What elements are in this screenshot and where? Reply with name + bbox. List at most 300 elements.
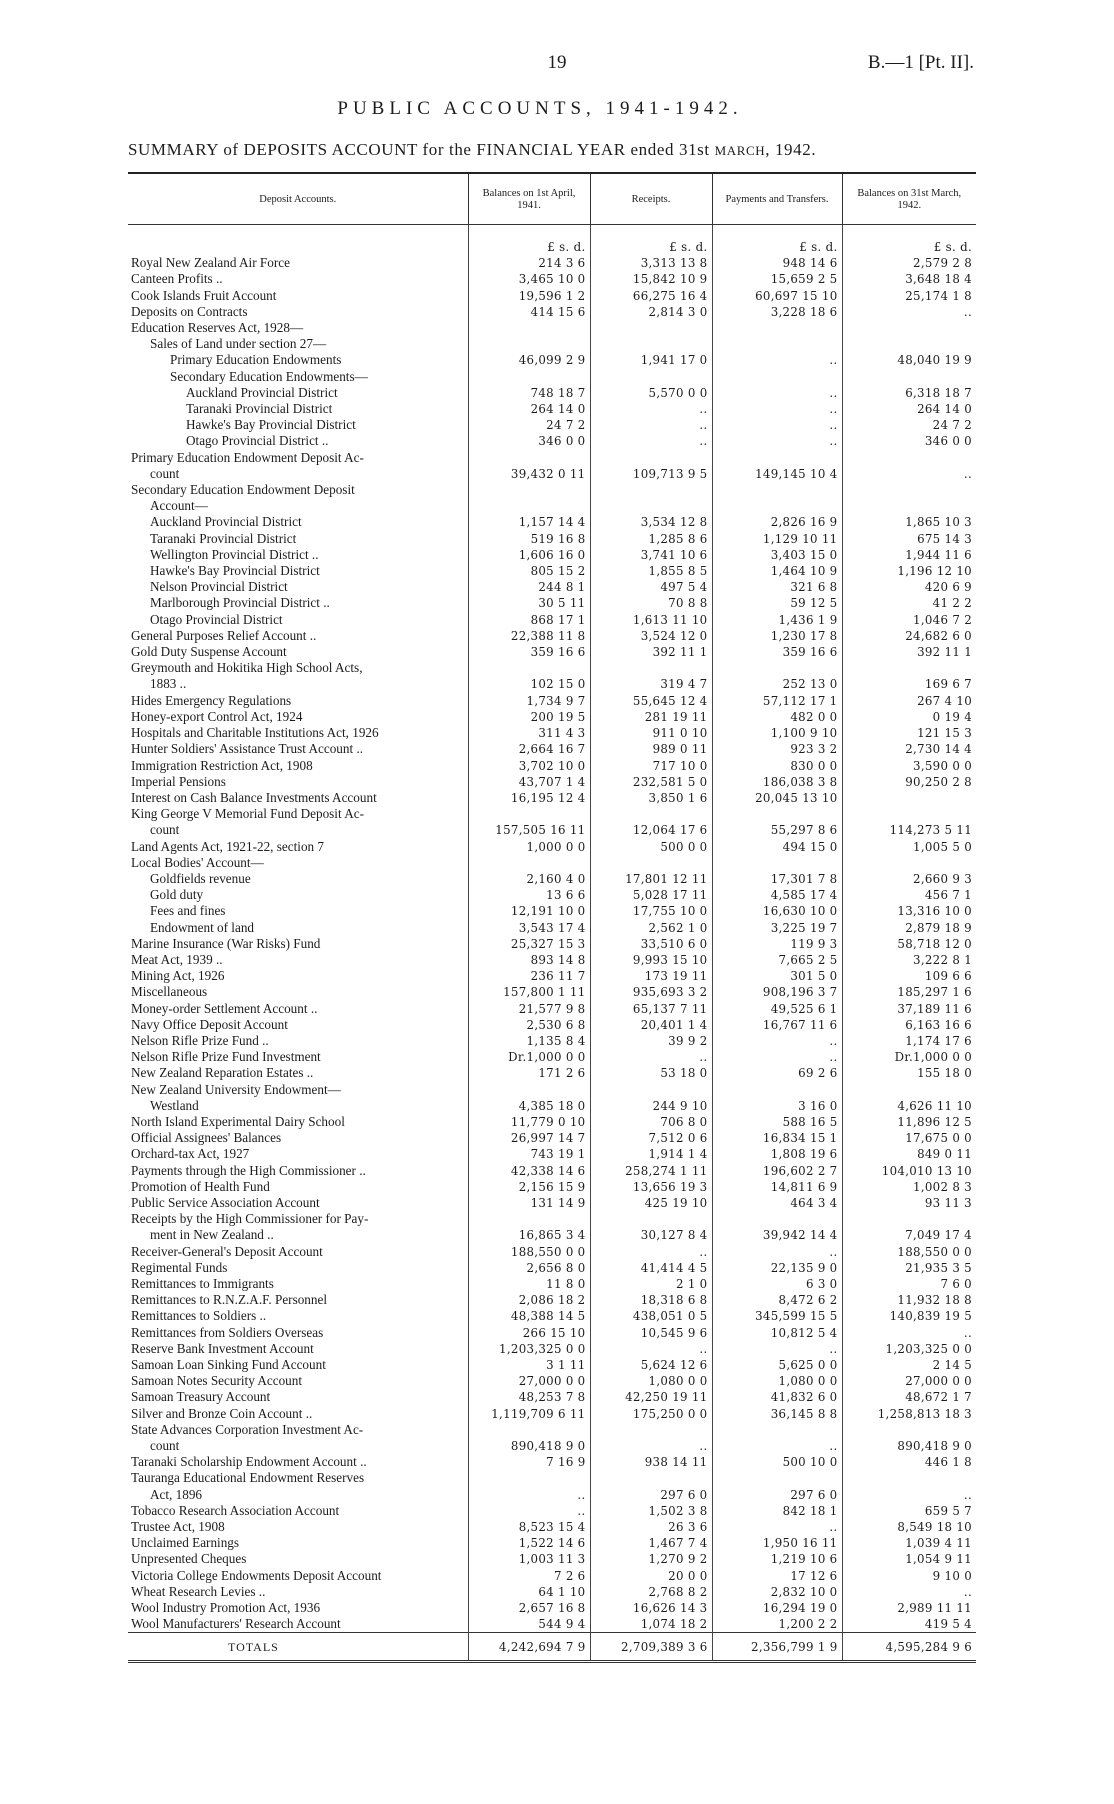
account-name: Wheat Research Levies ..: [131, 1583, 266, 1599]
amount-cell: [842, 1082, 976, 1098]
table-row: [128, 482, 976, 498]
amount-cell: 4,385 18 0: [468, 1098, 590, 1114]
amount-cell: 1,914 1 4: [590, 1146, 712, 1162]
amount-cell: 24 7 2: [842, 417, 976, 433]
amount-cell: 1,944 11 6: [842, 547, 976, 563]
amount-cell: 43,707 1 4: [468, 774, 590, 790]
account-name: Secondary Education Endowment Deposit: [131, 482, 355, 498]
units-cell: £ s. d.: [712, 225, 842, 256]
amount-cell: 24 7 2: [468, 417, 590, 433]
account-name: Immigration Restriction Act, 1908: [131, 757, 313, 773]
amount-cell: 65,137 7 11: [590, 1001, 712, 1017]
amount-cell: 93 11 3: [842, 1195, 976, 1211]
amount-cell: [468, 806, 590, 822]
amount-cell: [842, 806, 976, 822]
amount-cell: 26 3 6: [590, 1519, 712, 1535]
account-name: count: [150, 465, 180, 481]
amount-cell: 868 17 1: [468, 612, 590, 628]
amount-cell: [468, 336, 590, 352]
amount-cell: ..: [712, 1049, 842, 1065]
table-row: [128, 628, 976, 644]
amount-cell: 22,135 9 0: [712, 1260, 842, 1276]
amount-cell: 11,932 18 8: [842, 1292, 976, 1308]
amount-cell: 297 6 0: [590, 1487, 712, 1503]
amount-cell: 2,879 18 9: [842, 920, 976, 936]
amount-cell: 908,196 3 7: [712, 984, 842, 1000]
amount-cell: [468, 1470, 590, 1486]
amount-cell: 131 14 9: [468, 1195, 590, 1211]
amount-cell: 2,086 18 2: [468, 1292, 590, 1308]
amount-cell: 42,338 14 6: [468, 1163, 590, 1179]
amount-cell: 1,074 18 2: [590, 1616, 712, 1633]
amount-cell: 743 19 1: [468, 1146, 590, 1162]
amount-cell: 588 16 5: [712, 1114, 842, 1130]
amount-cell: 281 19 11: [590, 709, 712, 725]
amount-cell: 4,626 11 10: [842, 1098, 976, 1114]
amount-cell: 1,174 17 6: [842, 1033, 976, 1049]
account-name: Sales of Land under section 27—: [150, 336, 327, 352]
table-row: [128, 1454, 976, 1470]
total-amount: 2,709,389 3 6: [590, 1633, 712, 1661]
table-row: [128, 320, 976, 336]
amount-cell: 3 1 11: [468, 1357, 590, 1373]
account-name: Remittances to Immigrants: [131, 1276, 274, 1291]
account-name: Marlborough Provincial District ..: [150, 595, 330, 611]
amount-cell: [712, 450, 842, 466]
amount-cell: 3,313 13 8: [590, 255, 712, 271]
amount-cell: 7 2 6: [468, 1568, 590, 1584]
account-name: Tobacco Research Association Account: [131, 1502, 340, 1518]
account-name: Otago Provincial District ..: [186, 433, 329, 449]
amount-cell: 24,682 6 0: [842, 628, 976, 644]
amount-cell: 1,080 0 0: [590, 1373, 712, 1389]
table-row: [128, 936, 976, 952]
amount-cell: 544 9 4: [468, 1616, 590, 1633]
account-name: Wool Industry Promotion Act, 1936: [131, 1600, 321, 1616]
account-name: Taranaki Provincial District: [150, 530, 297, 546]
table-row: [128, 660, 976, 676]
amount-cell: 188,550 0 0: [468, 1244, 590, 1260]
account-name: Tauranga Educational Endowment Reserves: [131, 1470, 365, 1486]
amount-cell: 748 18 7: [468, 385, 590, 401]
account-name: Gold duty: [150, 887, 204, 903]
account-name: Local Bodies' Account—: [131, 854, 264, 870]
account-name: General Purposes Relief Account ..: [131, 627, 317, 643]
table-row: [128, 1568, 976, 1584]
document-reference: B.—1 [Pt. II].: [867, 52, 974, 73]
account-name: North Island Experimental Dairy School: [131, 1113, 345, 1129]
table-row: [128, 725, 976, 741]
col-header-accounts: Deposit Accounts.: [128, 173, 468, 225]
table-row: [128, 271, 976, 287]
account-name: Auckland Provincial District: [186, 384, 338, 400]
amount-cell: 109,713 9 5: [590, 466, 712, 482]
table-row: [128, 1114, 976, 1130]
table-row: [128, 676, 976, 692]
amount-cell: 7 16 9: [468, 1454, 590, 1470]
amount-cell: 39 9 2: [590, 1033, 712, 1049]
amount-cell: 5,028 17 11: [590, 887, 712, 903]
amount-cell: 1,270 9 2: [590, 1551, 712, 1567]
account-name: Taranaki Scholarship Endowment Account ..: [131, 1454, 367, 1470]
account-name: Hides Emergency Regulations: [131, 692, 292, 708]
table-row: [128, 709, 976, 725]
amount-cell: 70 8 8: [590, 595, 712, 611]
amount-cell: 11 8 0: [468, 1276, 590, 1292]
amount-cell: 1,203,325 0 0: [842, 1341, 976, 1357]
amount-cell: ..: [468, 1487, 590, 1503]
amount-cell: 2,730 14 4: [842, 741, 976, 757]
amount-cell: 114,273 5 11: [842, 822, 976, 838]
amount-cell: 311 4 3: [468, 725, 590, 741]
amount-cell: 232,581 5 0: [590, 774, 712, 790]
table-row: [128, 1082, 976, 1098]
account-name: Hunter Soldiers' Assistance Trust Account ..: [131, 741, 364, 757]
account-name: Promotion of Health Fund: [131, 1178, 270, 1194]
amount-cell: 1,046 7 2: [842, 612, 976, 628]
amount-cell: 55,645 12 4: [590, 693, 712, 709]
amount-cell: 2,562 1 0: [590, 920, 712, 936]
amount-cell: 13,656 19 3: [590, 1179, 712, 1195]
amount-cell: ..: [590, 1244, 712, 1260]
account-name: count: [150, 1438, 180, 1454]
table-row: [128, 547, 976, 563]
account-name: Wool Manufacturers' Research Account: [131, 1616, 341, 1632]
amount-cell: [468, 1082, 590, 1098]
table-row: [128, 839, 976, 855]
amount-cell: 102 15 0: [468, 676, 590, 692]
amount-cell: [590, 498, 712, 514]
amount-cell: 464 3 4: [712, 1195, 842, 1211]
account-name: Westland: [150, 1097, 199, 1113]
amount-cell: 17,301 7 8: [712, 871, 842, 887]
amount-cell: 48,672 1 7: [842, 1389, 976, 1405]
amount-cell: 48,040 19 9: [842, 352, 976, 368]
amount-cell: 8,523 15 4: [468, 1519, 590, 1535]
amount-cell: ..: [712, 1438, 842, 1454]
table-row: [128, 1341, 976, 1357]
table-row: [128, 1292, 976, 1308]
amount-cell: 60,697 15 10: [712, 288, 842, 304]
amount-cell: [468, 1422, 590, 1438]
amount-cell: 893 14 8: [468, 952, 590, 968]
table-row: [128, 1244, 976, 1260]
amount-cell: [468, 320, 590, 336]
amount-cell: 157,800 1 11: [468, 984, 590, 1000]
amount-cell: ..: [590, 1341, 712, 1357]
amount-cell: 55,297 8 6: [712, 822, 842, 838]
table-row: [128, 855, 976, 871]
account-name: New Zealand Reparation Estates ..: [131, 1065, 314, 1081]
amount-cell: 18,318 6 8: [590, 1292, 712, 1308]
amount-cell: 2,660 9 3: [842, 871, 976, 887]
amount-cell: 3,228 18 6: [712, 304, 842, 320]
amount-cell: [468, 482, 590, 498]
table-row: [128, 1227, 976, 1243]
amount-cell: 27,000 0 0: [842, 1373, 976, 1389]
amount-cell: 3,741 10 6: [590, 547, 712, 563]
amount-cell: [590, 855, 712, 871]
amount-cell: [590, 336, 712, 352]
amount-cell: 1,808 19 6: [712, 1146, 842, 1162]
amount-cell: 121 15 3: [842, 725, 976, 741]
units-cell: £ s. d.: [590, 225, 712, 256]
table-row: [128, 644, 976, 660]
amount-cell: [468, 450, 590, 466]
amount-cell: [712, 1470, 842, 1486]
amount-cell: 39,942 14 4: [712, 1227, 842, 1243]
table-row: [128, 741, 976, 757]
table-row: [128, 822, 976, 838]
account-name: Nelson Rifle Prize Fund ..: [131, 1032, 269, 1048]
amount-cell: 1,003 11 3: [468, 1551, 590, 1567]
amount-cell: 20 0 0: [590, 1568, 712, 1584]
table-row: [128, 1163, 976, 1179]
amount-cell: 12,191 10 0: [468, 903, 590, 919]
account-name: Hawke's Bay Provincial District: [150, 563, 320, 579]
account-name: Remittances from Soldiers Overseas: [131, 1324, 324, 1340]
amount-cell: 16,834 15 1: [712, 1130, 842, 1146]
amount-cell: ..: [712, 401, 842, 417]
amount-cell: 1,129 10 11: [712, 531, 842, 547]
amount-cell: 5,570 0 0: [590, 385, 712, 401]
amount-cell: 1,196 12 10: [842, 563, 976, 579]
subtitle-month: MARCH: [714, 143, 766, 158]
account-name: Hospitals and Charitable Institutions Act, 1926: [131, 725, 379, 741]
page-title: PUBLIC ACCOUNTS, 1941-1942.: [337, 98, 743, 119]
amount-cell: 5,625 0 0: [712, 1357, 842, 1373]
amount-cell: 1,000 0 0: [468, 839, 590, 855]
amount-cell: [468, 498, 590, 514]
amount-cell: [468, 1211, 590, 1227]
amount-cell: 2,656 8 0: [468, 1260, 590, 1276]
amount-cell: 22,388 11 8: [468, 628, 590, 644]
amount-cell: 849 0 11: [842, 1146, 976, 1162]
totals-row: [128, 1633, 976, 1661]
table-row: [128, 952, 976, 968]
table-row: [128, 336, 976, 352]
amount-cell: 392 11 1: [590, 644, 712, 660]
amount-cell: 3,850 1 6: [590, 790, 712, 806]
amount-cell: 3,702 10 0: [468, 758, 590, 774]
table-row: [128, 1616, 976, 1633]
amount-cell: 196,602 2 7: [712, 1163, 842, 1179]
amount-cell: 21,935 3 5: [842, 1260, 976, 1276]
amount-cell: 842 18 1: [712, 1503, 842, 1519]
amount-cell: [468, 855, 590, 871]
table-row: [128, 1535, 976, 1551]
amount-cell: 8,549 18 10: [842, 1519, 976, 1535]
amount-cell: 3,403 15 0: [712, 547, 842, 563]
table-row: [128, 1033, 976, 1049]
account-name: Marine Insurance (War Risks) Fund: [131, 935, 321, 951]
account-name: Otago Provincial District: [150, 611, 283, 627]
amount-cell: 1,941 17 0: [590, 352, 712, 368]
amount-cell: 1,119,709 6 11: [468, 1406, 590, 1422]
table-row: [128, 385, 976, 401]
amount-cell: ..: [842, 1487, 976, 1503]
amount-cell: 2,156 15 9: [468, 1179, 590, 1195]
amount-cell: 16,767 11 6: [712, 1017, 842, 1033]
amount-cell: [712, 482, 842, 498]
table-row: [128, 1130, 976, 1146]
amount-cell: 3,543 17 4: [468, 920, 590, 936]
amount-cell: 659 5 7: [842, 1503, 976, 1519]
amount-cell: ..: [842, 304, 976, 320]
account-name: Education Reserves Act, 1928—: [131, 320, 304, 336]
amount-cell: 500 10 0: [712, 1454, 842, 1470]
account-name: Goldfields revenue: [150, 870, 251, 886]
amount-cell: 267 4 10: [842, 693, 976, 709]
amount-cell: ..: [712, 1033, 842, 1049]
units-cell: £ s. d.: [468, 225, 590, 256]
amount-cell: 500 0 0: [590, 839, 712, 855]
table-header-row: [128, 173, 976, 225]
account-name: Samoan Loan Sinking Fund Account: [131, 1357, 326, 1373]
table-row: [128, 1470, 976, 1486]
amount-cell: 16,195 12 4: [468, 790, 590, 806]
amount-cell: 7,665 2 5: [712, 952, 842, 968]
account-name: Victoria College Endowments Deposit Account: [131, 1567, 382, 1583]
amount-cell: 2,989 11 11: [842, 1600, 976, 1616]
table-row: [128, 1325, 976, 1341]
table-row: [128, 806, 976, 822]
table-row: [128, 1308, 976, 1324]
amount-cell: [590, 1470, 712, 1486]
table-row: [128, 450, 976, 466]
account-name: Nelson Provincial District: [150, 579, 288, 595]
account-name: Imperial Pensions: [131, 773, 226, 789]
table-row: [128, 1503, 976, 1519]
amount-cell: 6 3 0: [712, 1276, 842, 1292]
amount-cell: ..: [468, 1503, 590, 1519]
amount-cell: 16,294 19 0: [712, 1600, 842, 1616]
amount-cell: 425 19 10: [590, 1195, 712, 1211]
amount-cell: 12,064 17 6: [590, 822, 712, 838]
amount-cell: 155 18 0: [842, 1065, 976, 1081]
amount-cell: 392 11 1: [842, 644, 976, 660]
amount-cell: ..: [712, 352, 842, 368]
amount-cell: [712, 855, 842, 871]
amount-cell: 186,038 3 8: [712, 774, 842, 790]
table-row: [128, 352, 976, 368]
amount-cell: 1,865 10 3: [842, 514, 976, 530]
account-name: 1883 ..: [150, 676, 187, 692]
amount-cell: [590, 450, 712, 466]
amount-cell: 104,010 13 10: [842, 1163, 976, 1179]
amount-cell: 25,174 1 8: [842, 288, 976, 304]
table-row: [128, 1146, 976, 1162]
amount-cell: ..: [590, 1049, 712, 1065]
amount-cell: 69 2 6: [712, 1065, 842, 1081]
account-name: Canteen Profits ..: [131, 271, 223, 287]
col-header-payments: Payments and Transfers.: [712, 173, 842, 225]
amount-cell: 25,327 15 3: [468, 936, 590, 952]
account-name: State Advances Corporation Investment Ac-: [131, 1421, 364, 1437]
amount-cell: 890,418 9 0: [468, 1438, 590, 1454]
account-name: Primary Education Endowments: [170, 352, 342, 368]
amount-cell: [590, 482, 712, 498]
account-name: Receipts by the High Commissioner for Pay-: [131, 1211, 369, 1227]
table-row: [128, 1195, 976, 1211]
amount-cell: [842, 320, 976, 336]
amount-cell: 346 0 0: [842, 433, 976, 449]
amount-cell: 109 6 6: [842, 968, 976, 984]
amount-cell: [842, 498, 976, 514]
amount-cell: [712, 336, 842, 352]
account-name: Receiver-General's Deposit Account: [131, 1243, 323, 1259]
amount-cell: 1,230 17 8: [712, 628, 842, 644]
table-row: [128, 1519, 976, 1535]
amount-cell: ..: [712, 1244, 842, 1260]
amount-cell: 2,814 3 0: [590, 304, 712, 320]
amount-cell: 17,675 0 0: [842, 1130, 976, 1146]
amount-cell: 2,826 16 9: [712, 514, 842, 530]
amount-cell: 16,630 10 0: [712, 903, 842, 919]
account-name: Primary Education Endowment Deposit Ac-: [131, 449, 364, 465]
table-row: [128, 920, 976, 936]
amount-cell: 301 5 0: [712, 968, 842, 984]
col-header-receipts: Receipts.: [590, 173, 712, 225]
account-name: Gold Duty Suspense Account: [131, 644, 287, 660]
account-name: Navy Office Deposit Account: [131, 1016, 288, 1032]
account-name: count: [150, 822, 180, 838]
amount-cell: 3,534 12 8: [590, 514, 712, 530]
col-header-closing-balance: Balances on 31st March, 1942.: [842, 173, 976, 225]
account-name: New Zealand University Endowment—: [131, 1081, 341, 1097]
table-row: [128, 1211, 976, 1227]
amount-cell: 519 16 8: [468, 531, 590, 547]
amount-cell: 244 9 10: [590, 1098, 712, 1114]
table-row: [128, 595, 976, 611]
amount-cell: [590, 806, 712, 822]
amount-cell: 10,812 5 4: [712, 1325, 842, 1341]
account-name: King George V Memorial Fund Deposit Ac-: [131, 806, 364, 822]
amount-cell: 57,112 17 1: [712, 693, 842, 709]
table-row: [128, 498, 976, 514]
amount-cell: 59 12 5: [712, 595, 842, 611]
amount-cell: 20,401 1 4: [590, 1017, 712, 1033]
units-row: [128, 225, 976, 256]
table-row: [128, 1098, 976, 1114]
amount-cell: 938 14 11: [590, 1454, 712, 1470]
amount-cell: [842, 369, 976, 385]
total-amount: 4,242,694 7 9: [468, 1633, 590, 1661]
amount-cell: 706 8 0: [590, 1114, 712, 1130]
amount-cell: 5,624 12 6: [590, 1357, 712, 1373]
table-subtitle: [128, 140, 816, 160]
amount-cell: [842, 1422, 976, 1438]
amount-cell: 2 1 0: [590, 1276, 712, 1292]
amount-cell: 2,768 8 2: [590, 1584, 712, 1600]
amount-cell: [590, 369, 712, 385]
account-name: Samoan Treasury Account: [131, 1389, 271, 1405]
account-name: Secondary Education Endowments—: [170, 368, 368, 384]
amount-cell: [712, 660, 842, 676]
amount-cell: [590, 1422, 712, 1438]
table-row: [128, 1600, 976, 1616]
table-row: [128, 255, 976, 271]
amount-cell: 3,648 18 4: [842, 271, 976, 287]
account-name: Unclaimed Earnings: [131, 1535, 240, 1551]
table-row: [128, 514, 976, 530]
table-row: [128, 1373, 976, 1389]
table-row: [128, 466, 976, 482]
amount-cell: 236 11 7: [468, 968, 590, 984]
amount-cell: 7,512 0 6: [590, 1130, 712, 1146]
amount-cell: ..: [712, 433, 842, 449]
table-row: [128, 1260, 976, 1276]
